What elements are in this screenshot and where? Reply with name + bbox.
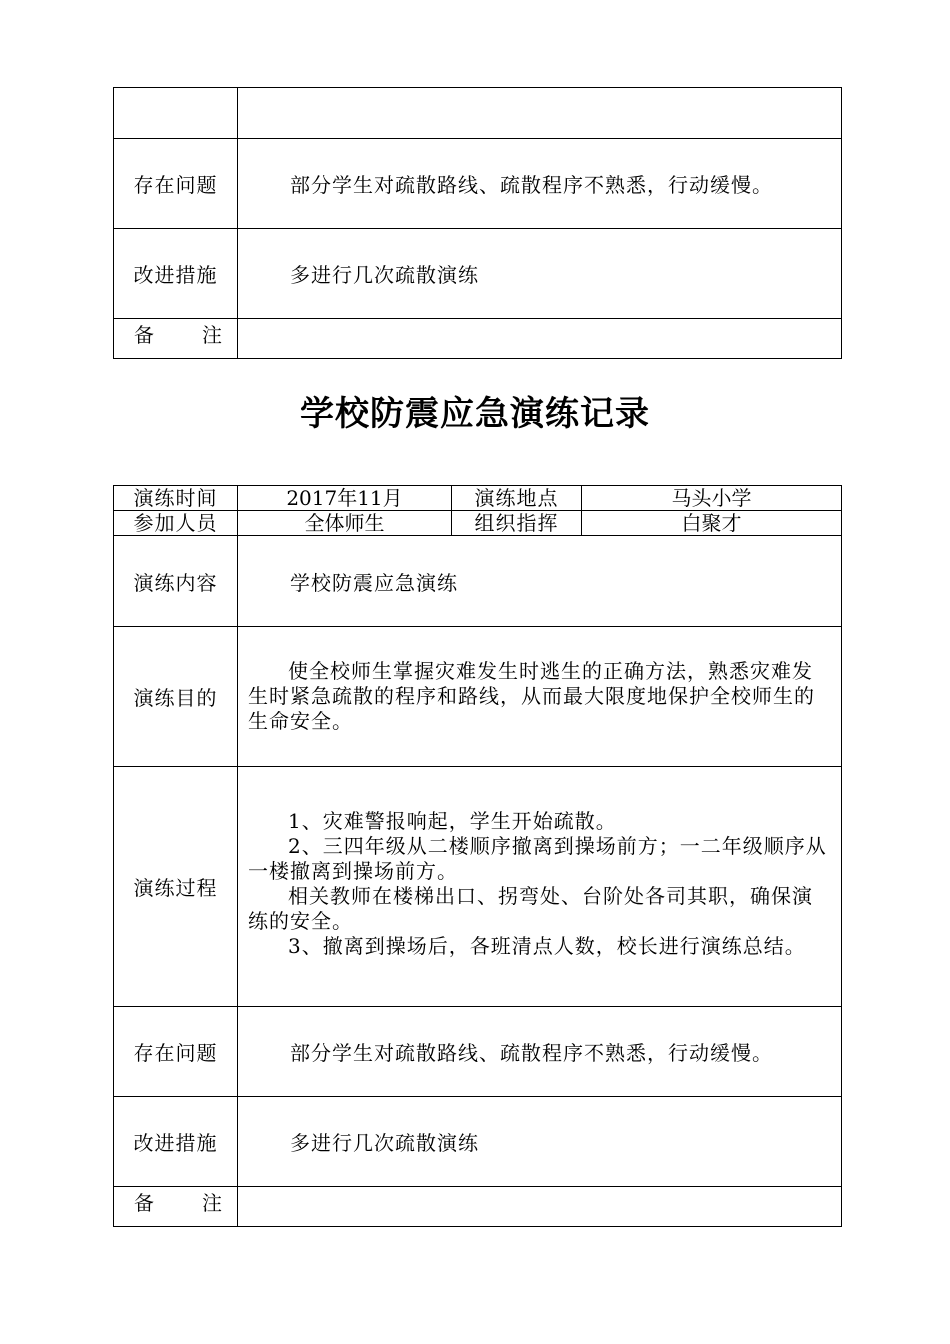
place-value: 马头小学 — [582, 486, 842, 511]
measures-text: 多进行几次疏散演练 — [238, 229, 842, 319]
process-label: 演练过程 — [114, 767, 238, 1007]
problems-row — [114, 1007, 842, 1097]
purpose-cell — [238, 627, 842, 767]
problems-text: 部分学生对疏散路线、疏散程序不熟悉，行动缓慢。 — [238, 1007, 842, 1097]
remarks-label-char-1: 备 — [134, 1191, 154, 1215]
commander-label: 组织指挥 — [452, 511, 582, 536]
problems-label: 存在问题 — [114, 1007, 238, 1097]
commander-value: 白聚才 — [582, 511, 842, 536]
remarks-label-char-2: 注 — [202, 323, 222, 347]
participants-value: 全体师生 — [238, 511, 452, 536]
purpose-label: 演练目的 — [114, 627, 238, 767]
remarks-label — [114, 319, 238, 359]
problems-label: 存在问题 — [114, 139, 238, 229]
purpose-text: 使全校师生掌握灾难发生时逃生的正确方法，熟悉灾难发生时紧急疏散的程序和路线，从而最大限度地保护全校师生的生命安全。 — [248, 659, 815, 733]
process-line-2: 2、三四年级从二楼顺序撤离到操场前方；一二年级顺序从一楼撤离到操场前方。 — [248, 834, 827, 883]
place-label: 演练地点 — [452, 486, 582, 511]
remarks-row — [114, 1187, 842, 1227]
time-value: 2017年11月 — [238, 486, 452, 511]
time-label: 演练时间 — [114, 486, 238, 511]
measures-label: 改进措施 — [114, 1097, 238, 1187]
problems-row — [114, 139, 842, 229]
measures-row — [114, 229, 842, 319]
process-line-4: 3、撤离到操场后，各班清点人数，校长进行演练总结。 — [288, 934, 806, 958]
previous-record-table — [113, 87, 842, 359]
problems-text: 部分学生对疏散路线、疏散程序不熟悉，行动缓慢。 — [238, 139, 842, 229]
measures-label: 改进措施 — [114, 229, 238, 319]
measures-text: 多进行几次疏散演练 — [238, 1097, 842, 1187]
measures-row — [114, 1097, 842, 1187]
table-row — [114, 88, 842, 139]
purpose-row — [114, 627, 842, 767]
remarks-text — [238, 1187, 842, 1227]
process-line-1: 1、灾难警报响起，学生开始疏散。 — [288, 809, 617, 833]
process-row — [114, 767, 842, 1007]
page-title: 学校防震应急演练记录 — [300, 394, 650, 434]
content-label: 演练内容 — [114, 536, 238, 627]
process-line-3: 相关教师在楼梯出口、拐弯处、台阶处各司其职，确保演练的安全。 — [248, 884, 813, 933]
remarks-row — [114, 319, 842, 359]
empty-label-cell — [114, 88, 238, 139]
participants-commander-row — [114, 511, 842, 536]
remarks-label-char-2: 注 — [202, 1191, 222, 1215]
content-row — [114, 536, 842, 627]
time-place-row — [114, 486, 842, 511]
participants-label: 参加人员 — [114, 511, 238, 536]
remarks-label-char-1: 备 — [134, 323, 154, 347]
remarks-text — [238, 319, 842, 359]
drill-record-table — [113, 485, 842, 1227]
content-value: 学校防震应急演练 — [238, 536, 842, 627]
process-cell — [238, 767, 842, 1007]
empty-content-cell — [238, 88, 842, 139]
remarks-label — [114, 1187, 238, 1227]
